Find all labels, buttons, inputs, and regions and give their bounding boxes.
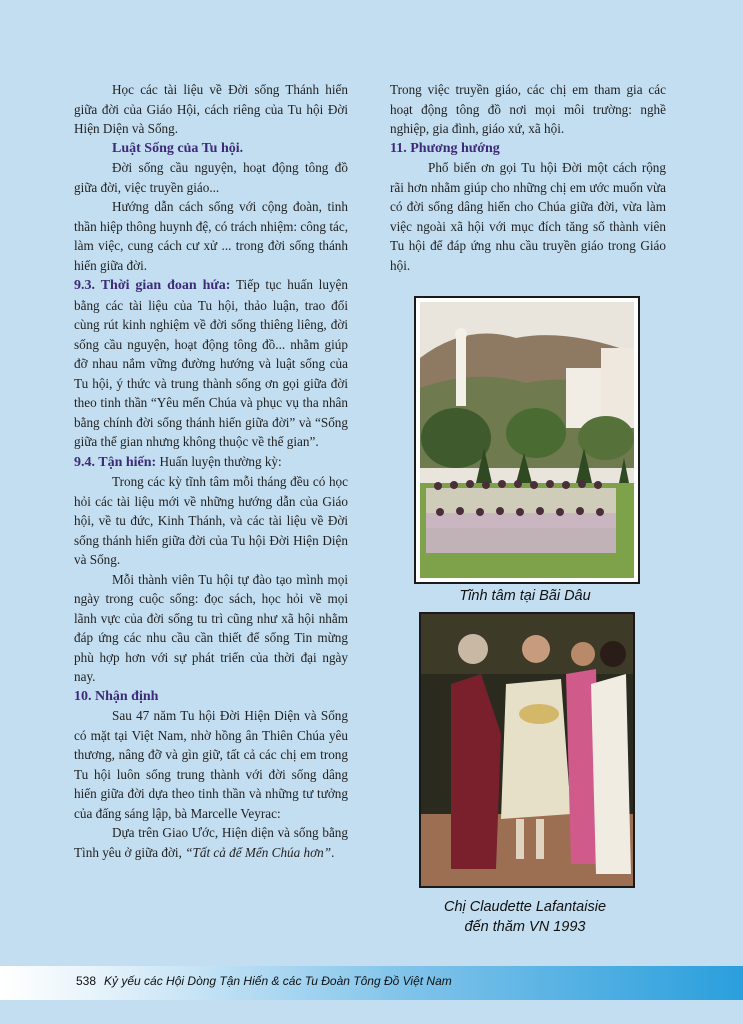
paragraph: Hướng dẫn cách sống với cộng đoàn, tinh thần hiệp thông huynh đệ, có trách nhiệm: công tác, làm việc, cung cách cư xử ... trong đời sống thánh hiến giữa đời. xyxy=(74,199,348,273)
paragraph: Huấn luyện thường kỳ: xyxy=(156,453,282,469)
right-column xyxy=(390,80,666,275)
text: Dựa trên Giao Ước, Hiện diện và sống bằng Tình yêu ở giữa đời, xyxy=(74,825,348,860)
paragraph: Tiếp tục huấn luyện bằng các tài liệu của Tu hội, thảo luận, trao đổi cùng rút kinh nghiệm về đời sống thiêng liêng, đời sống cầu nguyện, hoạt động tông đồ... nhằm giúp đỡ nhau nắm vững đường hướng và luật sống của Tu hội, ý thức và trung thành sống ơn gọi giữa đời theo tinh thần “Yêu mến Chúa và phục vụ tha nhân bằng chính đời sống thánh hiến giữa đời” và “Sống giữa thế gian nhưng không thuộc về thế gian”. xyxy=(74,277,348,449)
paragraph: Trong việc truyền giáo, các chị em tham gia các hoạt động tông đồ nơi mọi môi trường: nghề nghiệp, gia đình, giáo xứ, xã hội. xyxy=(390,82,666,136)
paragraph: Học các tài liệu về Đời sống Thánh hiến giữa đời của Giáo Hội, cách riêng của Tu hội Đời Hiện Diện và Sống. xyxy=(74,82,348,136)
retreat-group-photo xyxy=(414,296,640,584)
page-number: 538 xyxy=(76,974,97,988)
left-column xyxy=(74,80,348,862)
photo-caption-2 xyxy=(404,897,646,937)
heading-11: 11. Phương hướng xyxy=(390,140,500,156)
heading-9-4: 9.4. Tận hiến: xyxy=(74,454,157,470)
photo-caption-1: Tĩnh tâm tại Bãi Dâu xyxy=(459,588,591,604)
paragraph: Mỗi thành viên Tu hội tự đào tạo mình mọi ngày trong cuộc sống: đọc sách, học hỏi về mọi lãnh vực của đời sống tu trì cũng như xã hội nhằm đáp ứng các nhu cầu cần thiết để sống Tin mừng phù hợp hơn với sự phát triển của thời đại ngày nay. xyxy=(74,571,348,684)
caption-line: đến thăm VN 1993 xyxy=(464,919,586,935)
paragraph xyxy=(74,823,348,862)
paragraph: Phổ biến ơn gọi Tu hội Đời một cách rộng rãi hơn nhằm giúp cho những chị em ước muốn vừa có đời sống dâng hiến cho Chúa giữa đời, vừa làm việc ngoài xã hội với mục đích tăng số thành viên Tu hội để đáp ứng nhu cầu truyền giáo trong Giáo hội. xyxy=(390,160,666,273)
visit-photo xyxy=(419,612,635,888)
footer-title: Kỷ yếu các Hội Dòng Tận Hiến & các Tu Đoàn Tông Đồ Việt Nam xyxy=(104,974,452,988)
paragraph: Đời sống cầu nguyện, hoạt động tông đồ giữa đời, việc truyền giáo... xyxy=(74,160,348,195)
caption-line: Chị Claudette Lafantaisie xyxy=(443,899,607,915)
heading-10: 10. Nhận định xyxy=(74,688,159,704)
heading-luat-song: Luật Sống của Tu hội. xyxy=(112,140,244,156)
footer xyxy=(76,974,452,988)
heading-9-3: 9.3. Thời gian đoan hứa: xyxy=(74,278,231,293)
paragraph: Sau 47 năm Tu hội Đời Hiện Diện và Sống có mặt tại Việt Nam, nhờ hồng ân Thiên Chúa yêu thương, nâng đỡ và gìn giữ, tất cả các chị em trong Tu hội luôn sống trung thành với đời sống dâng hiến giữa đời dựa theo tinh thần và những tư tưởng của đấng sáng lập, bà Marcelle Veyrac: xyxy=(74,708,348,821)
text: . xyxy=(331,844,335,860)
quote-text: “Tất cả để Mến Chúa hơn” xyxy=(185,844,332,860)
section-9-3 xyxy=(74,275,348,452)
section-9-4 xyxy=(74,452,348,473)
paragraph: Trong các kỳ tĩnh tâm mỗi tháng đều có học hỏi các tài liệu mới về những hướng dẫn của Giáo hội, về tu đức, Kinh Thánh, và các tài liệu về Đời sống thánh hiến giữa đời của Tu hội Đời Hiện Diện và Sống. xyxy=(74,474,348,567)
